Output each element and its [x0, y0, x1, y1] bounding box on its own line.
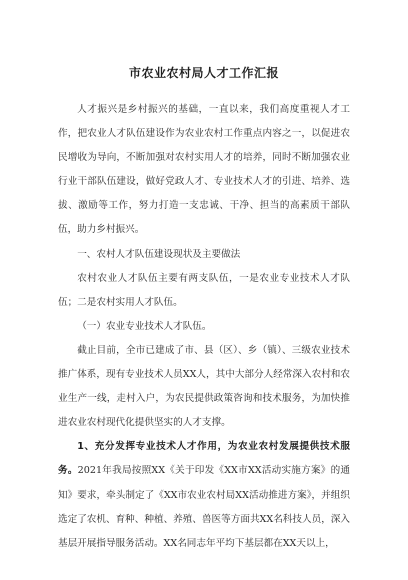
- paragraph-point-1: [58, 435, 350, 555]
- point-body: 2021年我局按照XX《关于印发《XX市XX活动实施方案》的通知》要求，牵头制定了《XX市农业农村局XX活动推进方案》，并组织选定了农机、育种、种植、养殖、兽医等方面共XX名科技人员，深入基层开展指导服务活动。XX名同志年平均下基层都在XX天以上，: [58, 465, 351, 549]
- document-title: 市农业农村局人才工作汇报: [128, 66, 279, 80]
- paragraph-intro: 人才振兴是乡村振兴的基础，一直以来，我们高度重视人才工作，把农业人才队伍建设作为农业农村工作重点内容之一，以促进农民增收为导向，不断加强对农村实用人才的培养，同时不断加强农业行业干部队伍建设，做好党政人才、专业技术人才的引进、培养、选拔、激励等工作，努力打造一支忠诚、干净、担当的高素质干部队伍，助力乡村振兴。: [58, 104, 350, 236]
- paragraph-teams: 农村农业人才队伍主要有两支队伍，一是农业专业技术人才队伍；二是农村实用人才队伍。: [58, 272, 350, 308]
- subsection-heading: （一）农业专业技术人才队伍。: [77, 320, 212, 332]
- section-heading: 一、农村人才队伍建设现状及主要做法: [77, 248, 241, 260]
- point-heading: 1、充分发挥专业技术人才作用，为农业农村发展提供技术服务。: [58, 441, 350, 477]
- document-body: [58, 98, 350, 556]
- paragraph-status: 截止目前，全市已建成了市、县（区）、乡（镇）、三级农业技术推广体系，现有专业技术人员XX人，其中大部分人经常深入农村和农业生产一线，走村入户，为农民提供政策咨询和技术服务，为加快推进农业农村现代化提供坚实的人才支撑。: [58, 344, 350, 429]
